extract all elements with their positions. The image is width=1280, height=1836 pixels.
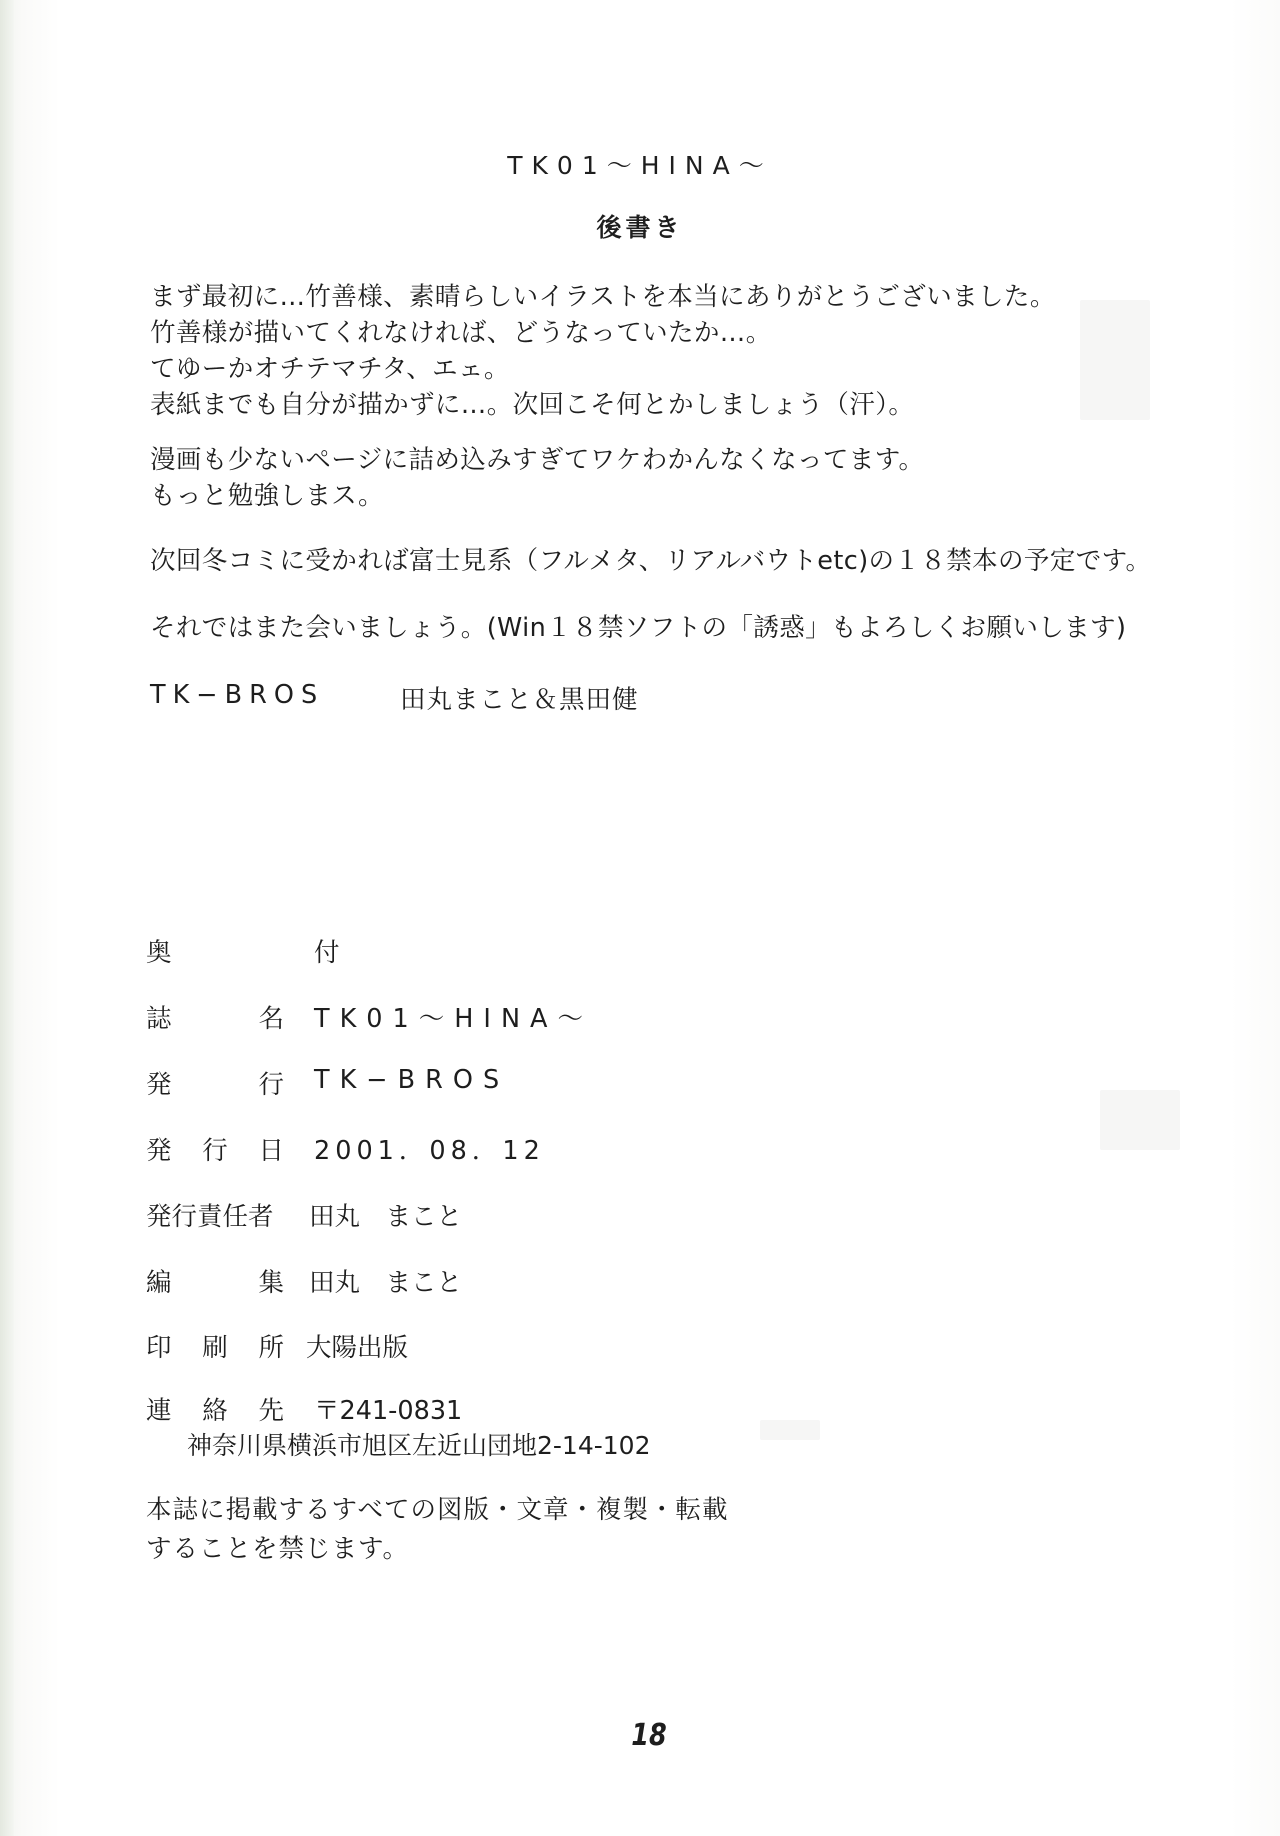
afterword-title: TK01〜HINA〜 — [507, 151, 773, 180]
colophon-value: 2001．08．12 — [314, 1136, 545, 1166]
colophon-value: 田丸 まこと — [309, 1268, 463, 1298]
copyright-notice: 本誌に掲載するすべての図版・文章・複製・転載 — [146, 1495, 729, 1525]
colophon-value: 大陽出版 — [306, 1333, 409, 1363]
show-through-mark — [760, 1420, 820, 1440]
afterword-heading: 後書き — [596, 213, 684, 242]
page-number: 18 — [631, 1718, 667, 1753]
show-through-mark — [1100, 1090, 1180, 1150]
afterword-line: てゆーかオチテマチタ、エェ。 — [150, 354, 510, 384]
signature-names: 田丸まこと＆黒田健 — [400, 685, 639, 715]
signature-group: TK−BROS — [150, 680, 325, 710]
colophon-heading-right: 付 — [314, 938, 340, 968]
afterword-line: もっと勉強しまス。 — [150, 481, 384, 511]
colophon-label: 発 行 — [146, 1070, 284, 1100]
afterword-signature — [150, 680, 639, 715]
colophon-label: 誌 名 — [146, 1004, 284, 1034]
colophon-label: 印 刷 所 — [146, 1333, 284, 1363]
afterword-line: 次回冬コミに受かれば富士見系（フルメタ、リアルバウトetc)の１８禁本の予定です。 — [150, 546, 1152, 576]
afterword-line: まず最初に…竹善様、素晴らしいイラストを本当にありがとうございました。 — [150, 282, 1056, 312]
colophon-heading-left: 奥 — [146, 938, 172, 968]
colophon-value: TK01〜HINA〜 — [314, 1004, 593, 1034]
colophon-label: 連 絡 先 — [146, 1396, 284, 1426]
colophon-label: 発行責任者 — [146, 1202, 274, 1232]
afterword-line: 漫画も少ないページに詰め込みすぎてワケわかんなくなってます。 — [150, 445, 925, 475]
colophon-label: 発 行 日 — [146, 1136, 284, 1166]
afterword-line: 竹善様が描いてくれなければ、どうなっていたか…。 — [150, 318, 772, 348]
contact-address: 神奈川県横浜市旭区左近山団地2-14-102 — [187, 1431, 651, 1460]
copyright-notice: することを禁じます。 — [146, 1534, 409, 1564]
colophon-value: 〒241-0831 — [314, 1396, 463, 1426]
colophon-label: 編 集 — [146, 1268, 284, 1298]
colophon-heading — [146, 933, 346, 967]
show-through-mark — [1080, 300, 1150, 420]
afterword-line: 表紙までも自分が描かずに…。次回こそ何とかしましょう（汗）。 — [150, 390, 915, 420]
colophon-value: 田丸 まこと — [309, 1202, 463, 1232]
afterword-line: それではまた会いましょう。(Win１８禁ソフトの「誘惑」もよろしくお願いします) — [150, 613, 1127, 643]
binding-edge — [0, 0, 14, 1836]
colophon-value: TK−BROS — [314, 1065, 510, 1095]
